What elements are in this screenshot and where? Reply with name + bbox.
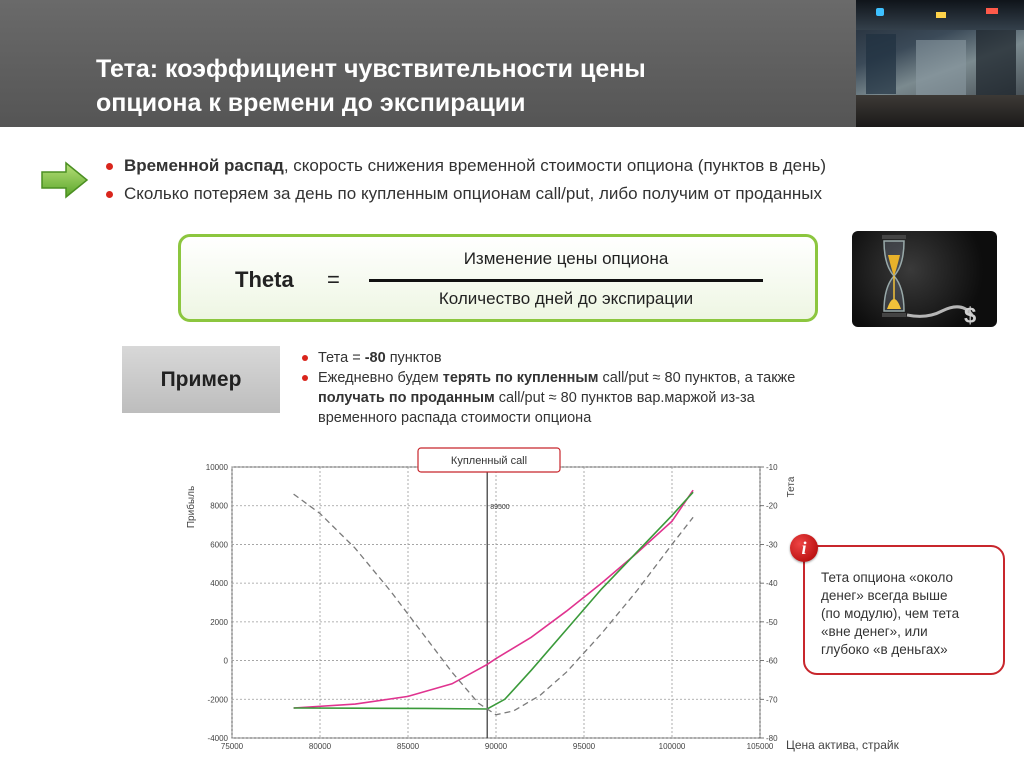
example-bullet-theta (298, 348, 898, 368)
bullet-daily-loss (104, 180, 984, 208)
chart-title: Купленный call (450, 455, 528, 467)
trading-floor-photo (856, 0, 1024, 127)
bullet-text: , скорость снижения временной стоимости опциона (пунктов в день) (283, 156, 827, 175)
y-axis-label: Прибыль (186, 485, 197, 529)
x-tick-label: 105000 (746, 742, 774, 751)
theta-profit-chart (180, 445, 810, 755)
note-line: Тета опциона «около (821, 570, 953, 585)
y-tick-label: 10000 (205, 463, 228, 472)
formula-denominator: Количество дней до экспирации (438, 289, 694, 308)
note-line: «вне денег», или (821, 624, 928, 639)
y-tick-label: 0 (223, 656, 228, 666)
y2-tick-label: -70 (766, 695, 778, 705)
text: call/put ≈ 80 пунктов, а также (598, 370, 796, 386)
y2-axis-label: Тета (786, 476, 797, 498)
text: пунктов (385, 350, 442, 366)
y-tick-label: 4000 (210, 579, 228, 589)
formula-equals: = (327, 267, 340, 292)
arrow-right-icon (40, 160, 90, 200)
info-icon: i (790, 534, 818, 562)
note-line: (по модулю), чем тета (821, 606, 960, 621)
example-bullets (298, 348, 898, 428)
y2-tick-label: -30 (766, 540, 778, 550)
x-tick-label: 75000 (220, 742, 244, 751)
svg-text:$: $ (964, 303, 977, 327)
y2-tick-label: -80 (766, 734, 778, 743)
hourglass-image (852, 231, 997, 327)
title-line-2: опциона к времени до экспирации (96, 89, 526, 117)
info-note (803, 545, 1005, 675)
y-tick-label: 6000 (210, 540, 228, 550)
bullet-bold: Временной распад (124, 156, 284, 175)
example-bullet-daily (298, 368, 898, 428)
formula-numerator: Изменение цены опциона (463, 249, 669, 268)
fraction-bar (369, 279, 763, 282)
text: временного распада стоимости опциона (318, 410, 592, 426)
theta-formula-box (178, 234, 818, 322)
bullet-time-decay (104, 152, 984, 180)
y2-tick-label: -60 (766, 656, 778, 666)
strike-marker-label: 89500 (490, 504, 510, 511)
y-tick-label: -4000 (207, 734, 228, 743)
text: Тета = (318, 350, 365, 366)
x-axis-caption: Цена актива, страйк (786, 738, 899, 752)
x-tick-label: 80000 (308, 742, 332, 751)
y-tick-label: -2000 (207, 695, 228, 705)
slide-title (96, 52, 816, 120)
example-label: Пример (122, 346, 280, 413)
y2-tick-label: -40 (766, 579, 778, 589)
text: call/put ≈ 80 пунктов вар.маржой из-за (494, 390, 755, 406)
note-text (821, 569, 997, 659)
theta-value: -80 (364, 350, 386, 366)
x-tick-label: 95000 (572, 742, 596, 751)
y-tick-label: 8000 (210, 501, 228, 511)
y2-tick-label: -20 (766, 501, 778, 511)
note-line: глубоко «в деньгах» (821, 642, 948, 657)
y2-tick-label: -50 (766, 617, 778, 627)
x-tick-label: 90000 (484, 742, 508, 751)
bold-text: терять по купленным (442, 370, 599, 386)
bold-text: получать по проданным (318, 390, 495, 406)
note-line: денег» всегда выше (821, 588, 948, 603)
text: Ежедневно будем (318, 370, 443, 386)
x-tick-label: 100000 (658, 742, 686, 751)
hourglass-icon (852, 231, 997, 327)
formula-lhs: Theta (235, 267, 294, 292)
bullet-text: Сколько потеряем за день по купленным опционам call/put, либо получим от проданных (124, 184, 822, 203)
title-line-1: Тета: коэффициент чувствительности цены (96, 55, 646, 83)
y2-tick-label: -10 (766, 463, 778, 472)
x-tick-label: 85000 (396, 742, 420, 751)
y-tick-label: 2000 (210, 617, 228, 627)
intro-bullets (104, 152, 984, 208)
